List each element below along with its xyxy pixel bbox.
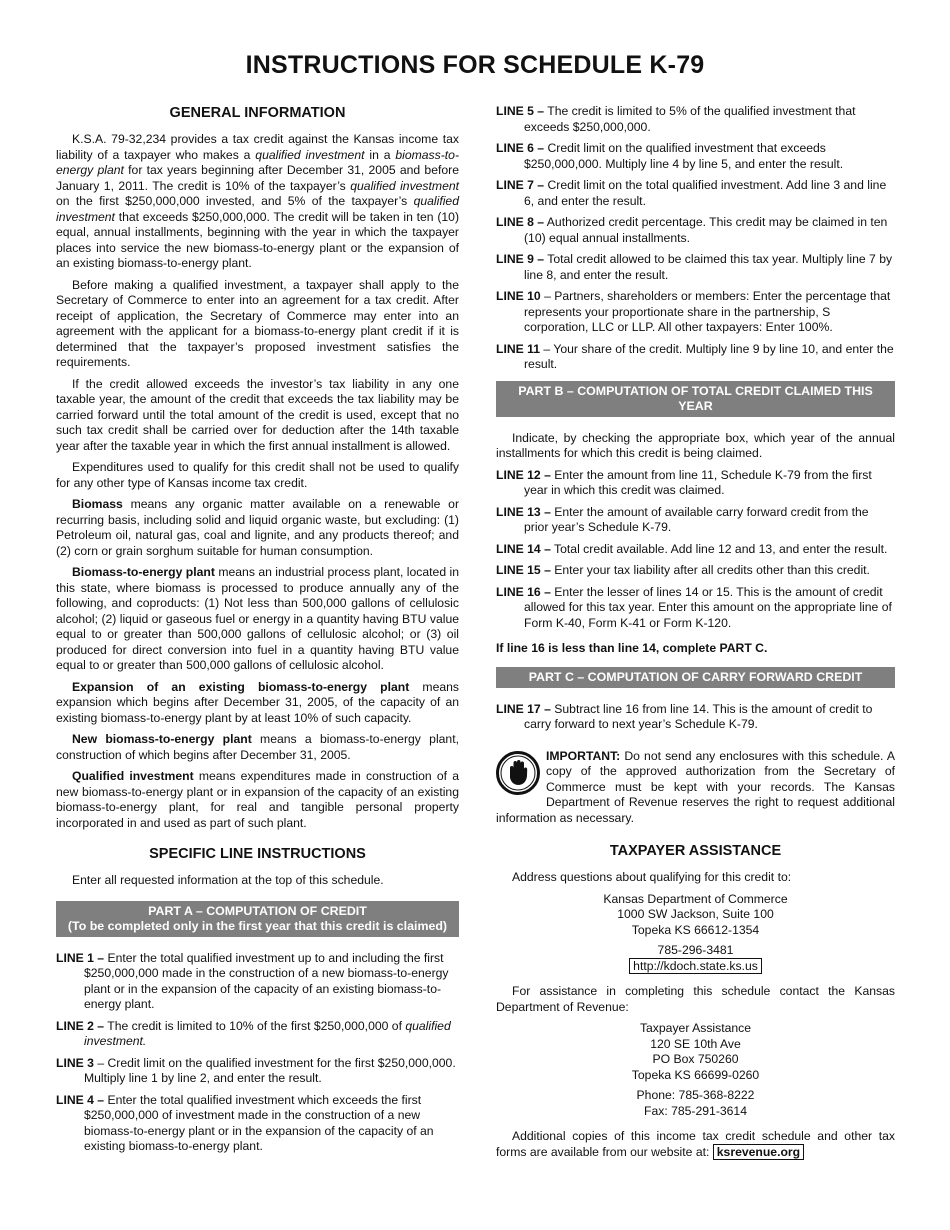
line-5: LINE 5 – The credit is limited to 5% of the qualified investment that exceeds $250,000,000. [496, 104, 856, 134]
commerce-phone: 785-296-3481 [657, 943, 734, 957]
important-text: IMPORTANT: Do not send any enclosures with this schedule. A copy of the approved authorization from the Secretary of Commerce must be kept with your records. The Kansas Department of Revenue reserves the right to request additional information as necessary. [496, 748, 895, 825]
revenue-name: Taxpayer Assistance [639, 1021, 752, 1035]
taxpayer-assistance-heading: TAXPAYER ASSISTANCE [609, 843, 782, 859]
commerce-street: 1000 SW Jackson, Suite 100 [617, 907, 774, 921]
copies-note: Additional copies of this income tax credit schedule and other tax forms are available from our website at: ksrevenue.org [496, 1129, 895, 1159]
commerce-address [496, 892, 895, 939]
line-3: LINE 3 – Credit limit on the qualified investment for the first $250,000,000. Multiply line 1 by line 2, and enter the result. [56, 1055, 456, 1085]
revenue-fax: Fax: 785-291-3614 [644, 1103, 747, 1118]
part-a-banner [56, 901, 459, 937]
part-c-banner: PART C – COMPUTATION OF CARRY FORWARD CREDIT [496, 667, 895, 688]
line-6: LINE 6 – Credit limit on the qualified investment that exceeds $250,000,000. Multiply line 4 by line 5, and enter the result. [496, 141, 844, 171]
line-1: LINE 1 – Enter the total qualified investment up to and including the first $250,000,000 made in the construction of a new biomass-to-energy plant or in the expansion of the capacity of an existing biomass-to-energy plant. [56, 950, 449, 1011]
line-16: LINE 16 – Enter the lesser of lines 14 or 15. This is the amount of credit allowed for this tax year. Enter this amount on the appropriate line of Form K-40, Form K-41 or Form K-120. [496, 584, 892, 630]
line-17: LINE 17 – Subtract line 16 from line 14. This is the amount of credit to carry forward to next year’s Schedule K-79. [496, 701, 873, 731]
commerce-city: Topeka KS 66612-1354 [631, 922, 760, 937]
definition-new-plant: New biomass-to-energy plant means a biomass-to-energy plant, construction of which begins after December 31, 2005. [56, 732, 459, 762]
line-12: LINE 12 – Enter the amount from line 11, Schedule K-79 from the first year in which this credit was claimed. [496, 467, 872, 497]
left-column [56, 104, 459, 1161]
line-9: LINE 9 – Total credit allowed to be claimed this tax year. Multiply line 7 by line 8, and enter the result. [496, 252, 893, 282]
page-title: INSTRUCTIONS FOR SCHEDULE K-79 [245, 51, 705, 79]
revenue-po-box: PO Box 750260 [652, 1052, 739, 1066]
commerce-website-link[interactable]: http://kdoch.state.ks.us [629, 958, 762, 974]
revenue-phone: Phone: 785-368-8222 [636, 1088, 755, 1102]
specific-instructions-intro: Enter all requested information at the top of this schedule. [72, 873, 384, 887]
part-a-subtitle: (To be completed only in the first year that this credit is claimed) [67, 918, 448, 933]
line-13: LINE 13 – Enter the amount of available carry forward credit from the prior year’s Schedule K-79. [496, 504, 869, 534]
general-paragraph-4: Expenditures used to qualify for this credit shall not be used to qualify for any other type of Kansas income tax credit. [56, 460, 459, 490]
line-14: LINE 14 – Total credit available. Add line 12 and 13, and enter the result. [496, 541, 888, 556]
assistance-intro: Address questions about qualifying for this credit to: [512, 870, 792, 884]
commerce-name: Kansas Department of Commerce [603, 891, 788, 906]
stop-hand-icon [496, 751, 540, 795]
part-b-note: If line 16 is less than line 14, complete PART C. [496, 641, 768, 655]
line-7: LINE 7 – Credit limit on the total qualified investment. Add line 3 and line 6, and enter the result. [496, 178, 887, 208]
revenue-intro: For assistance in completing this schedule contact the Kansas Department of Revenue: [496, 984, 895, 1014]
line-8: LINE 8 – Authorized credit percentage. This credit may be claimed in ten (10) equal annual installments. [496, 215, 888, 245]
definition-qualified-investment: Qualified investment means expenditures made in construction of a new biomass-to-energy plant or in expansion of the capacity of an existing biomass-to-energy plant, for real and tangible personal property incorporated in and used as part of such plant. [56, 769, 460, 830]
definition-biomass-plant: Biomass-to-energy plant means an industrial process plant, located in this state, where biomass is processed to produce annually any of the following, and coproducts: (1) Not less than 500,000 gallons of cellulosic alcohol; (2) liquid or gaseous fuel or energy in a quantity having BTU value equal to or greater than 500,000 gallons of cellulosic alcohol; or (3) oil produced for direct conversion into fuel in a quantity having BTU value equal to or greater than 500,000 gallons of cellulosic alcohol. [56, 565, 460, 672]
right-column [496, 104, 895, 1166]
part-b-banner: PART B – COMPUTATION OF TOTAL CREDIT CLAIMED THIS YEAR [496, 381, 895, 417]
line-10: LINE 10 – Partners, shareholders or members: Enter the percentage that represents your proportionate share in the partnership, S corporation, LLC or LLP. All other taxpayers: Enter 100%. [496, 289, 891, 334]
general-paragraph-3: If the credit allowed exceeds the investor’s tax liability in any one taxable year, the amount of the credit that exceeds the tax liability may be carried forward until the total amount of the credit is used, except that no such tax credit shall be carried over for deduction after the 14th taxable year after the taxable year in which the first annual installment is allowed. [56, 376, 459, 453]
ksrevenue-website-link[interactable]: ksrevenue.org [713, 1144, 804, 1160]
line-4: LINE 4 – Enter the total qualified investment which exceeds the first $250,000,000 of investment made in the construction of a new biomass-to-energy plant or in the expansion of the capacity of an existing biomass-to-energy plant. [56, 1092, 434, 1153]
part-a-title: PART A – COMPUTATION OF CREDIT [148, 903, 367, 918]
general-paragraph-1: K.S.A. 79-32,234 provides a tax credit against the Kansas income tax liability of a taxpayer who makes a qualified investment in a biomass-to-energy plant for tax years beginning after December 31, 2005 and before January 1, 2011. The credit is 10% of the taxpayer’s qualified investment on the first $250,000,000 invested, and 5% of the taxpayer’s qualified investment that exceeds $250,000,000. The credit will be taken in ten (10) equal, annual installments, beginning with the year in which the taxpayer places into service the new biomass-to-energy plant or the expansion of an existing biomass-to-energy plant. [56, 132, 460, 270]
line-15: LINE 15 – Enter your tax liability after all credits other than this credit. [496, 563, 870, 577]
revenue-city: Topeka KS 66699-0260 [631, 1067, 760, 1082]
line-2: LINE 2 – The credit is limited to 10% of the first $250,000,000 of qualified investment. [56, 1018, 451, 1048]
general-paragraph-2: Before making a qualified investment, a taxpayer shall apply to the Secretary of Commerce to enter into an agreement for a tax credit. After receipt of application, the Secretary of Commerce may enter into an agreement with the applicant for a biomass-to-energy plant credit if it is determined that the taxpayer’s proposed investment satisfies the requirements. [56, 277, 459, 369]
revenue-street: 120 SE 10th Ave [650, 1036, 741, 1051]
specific-instructions-heading: SPECIFIC LINE INSTRUCTIONS [149, 846, 366, 862]
general-information-heading: GENERAL INFORMATION [169, 105, 346, 121]
part-b-intro: Indicate, by checking the appropriate box, which year of the annual installments for which this credit is being claimed. [496, 430, 895, 460]
definition-expansion: Expansion of an existing biomass-to-energy plant means expansion which begins after December 31, 2005, of the capacity of an existing biomass-to-energy plant by at least 10% of such capacity. [56, 679, 460, 725]
important-notice [496, 749, 895, 827]
line-11: LINE 11 – Your share of the credit. Multiply line 9 by line 10, and enter the result. [496, 341, 894, 371]
revenue-address [496, 1021, 895, 1083]
definition-biomass: Biomass means any organic matter available on a renewable or recurring basis, including solid and liquid organic waste, but excluding: (1) Petroleum oil, natural gas, coal and lignite, and any products thereof; and (2) corn or grain sorghum suitable for human consumption. [56, 497, 459, 558]
